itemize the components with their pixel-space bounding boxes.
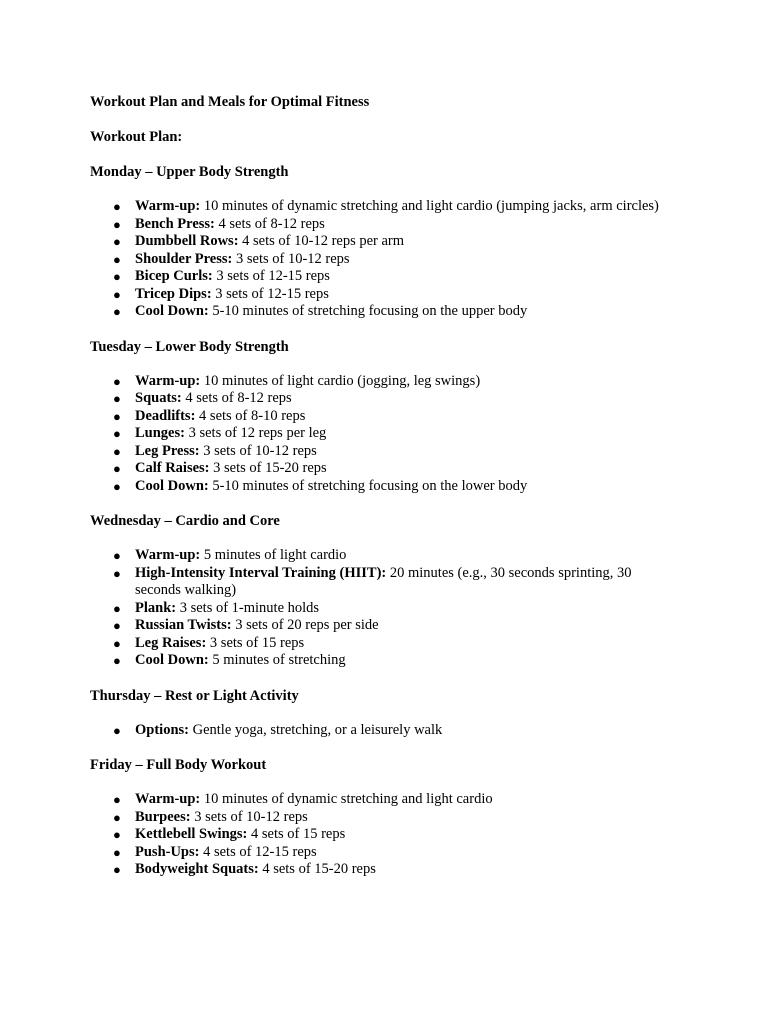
day-heading: Tuesday – Lower Body Strength [90, 338, 289, 355]
exercise-detail: 3 sets of 12-15 reps [216, 268, 330, 284]
exercise-item [90, 251, 665, 269]
bullet-icon: ● [113, 286, 121, 302]
exercise-detail: 4 sets of 12-15 reps [203, 843, 317, 860]
exercise-item [90, 268, 665, 286]
exercise-detail: 5-10 minutes of stretching focusing on the upper body [212, 303, 528, 319]
bullet-icon: ● [113, 391, 121, 406]
bullet-icon: ● [113, 408, 121, 424]
exercise-detail: 20 minutes (e.g., 30 seconds sprinting, 30 seconds walking) [135, 564, 632, 598]
bullet-icon: ● [113, 618, 121, 633]
exercise-item [90, 861, 665, 879]
exercise-detail: 3 sets of 10-12 reps [235, 250, 350, 267]
document-title: Workout Plan and Meals for Optimal Fitness [90, 94, 370, 110]
exercise-label: Shoulder Press: [135, 250, 233, 267]
day-heading: Wednesday – Cardio and Core [90, 513, 280, 529]
exercise-detail: 4 sets of 15-20 reps [262, 861, 376, 877]
exercise-label: Russian Twists: [135, 617, 232, 633]
exercise-item [90, 286, 665, 304]
exercise-detail: 4 sets of 8-10 reps [199, 407, 306, 424]
exercise-item [90, 635, 665, 653]
day-heading: Friday – Full Body Workout [90, 757, 267, 773]
bullet-icon: ● [113, 269, 121, 284]
exercise-list [90, 198, 690, 321]
exercise-list [90, 373, 690, 496]
section-heading: Workout Plan: [90, 129, 183, 145]
bullet-icon: ● [113, 809, 121, 825]
exercise-label: Cool Down: [135, 477, 209, 494]
exercise-detail: 10 minutes of dynamic stretching and light cardio (jumping jacks, arm circles) [203, 198, 659, 214]
exercise-detail: 10 minutes of dynamic stretching and light cardio [203, 791, 493, 807]
exercise-label: Warm-up: [135, 547, 201, 563]
bullet-icon: ● [113, 199, 121, 214]
exercise-label: Bench Press: [135, 215, 215, 232]
bullet-icon: ● [113, 862, 121, 877]
exercise-item [90, 600, 665, 618]
exercise-detail: 4 sets of 15 reps [251, 826, 346, 842]
exercise-label: Kettlebell Swings: [135, 826, 248, 842]
bullet-icon: ● [113, 565, 121, 581]
exercise-detail: 3 sets of 12-15 reps [215, 285, 329, 302]
exercise-item [90, 216, 665, 234]
exercise-detail: 3 sets of 20 reps per side [235, 617, 379, 633]
exercise-label: Deadlifts: [135, 407, 196, 424]
bullet-icon: ● [113, 792, 121, 807]
exercise-label: Bodyweight Squats: [135, 861, 259, 877]
day-heading: Thursday – Rest or Light Activity [90, 687, 299, 704]
exercise-label: Lunges: [135, 425, 185, 441]
exercise-label: Dumbbell Rows: [135, 233, 239, 249]
day-heading: Monday – Upper Body Strength [90, 164, 289, 180]
exercise-item [90, 652, 665, 670]
bullet-icon: ● [113, 426, 121, 441]
bullet-icon: ● [113, 443, 121, 459]
exercise-detail: 5 minutes of stretching [212, 652, 346, 668]
exercise-label: Warm-up: [135, 372, 201, 389]
exercise-detail: 3 sets of 10-12 reps [194, 808, 308, 825]
exercise-detail: 4 sets of 10-12 reps per arm [242, 233, 405, 249]
bullet-icon: ● [113, 548, 121, 563]
exercise-label: Burpees: [135, 808, 191, 825]
exercise-detail: 5-10 minutes of stretching focusing on the lower body [212, 477, 528, 494]
exercise-label: Push-Ups: [135, 843, 200, 860]
exercise-label: Warm-up: [135, 198, 201, 214]
exercise-item [90, 791, 665, 809]
exercise-item [90, 565, 665, 600]
exercise-detail: 3 sets of 1-minute holds [179, 599, 320, 616]
exercise-item [90, 617, 665, 635]
exercise-item [90, 443, 665, 461]
bullet-icon: ● [113, 461, 121, 476]
exercise-detail: 5 minutes of light cardio [203, 547, 347, 563]
exercise-label: Leg Press: [135, 442, 200, 459]
bullet-icon: ● [113, 722, 121, 738]
exercise-detail: 4 sets of 8-12 reps [185, 390, 292, 406]
bullet-icon: ● [113, 251, 121, 267]
bullet-icon: ● [113, 635, 121, 651]
exercise-item [90, 425, 665, 443]
exercise-item [90, 303, 665, 321]
exercise-item [90, 826, 665, 844]
exercise-detail: 10 minutes of light cardio (jogging, leg swings) [203, 372, 481, 389]
bullet-icon: ● [113, 373, 121, 389]
bullet-icon: ● [113, 216, 121, 232]
workout-days [90, 163, 690, 879]
exercise-item [90, 809, 665, 827]
exercise-detail: 3 sets of 10-12 reps [203, 442, 317, 459]
exercise-item [90, 460, 665, 478]
exercise-label: Tricep Dips: [135, 285, 212, 302]
exercise-label: Cool Down: [135, 652, 209, 668]
exercise-label: Options: [135, 721, 189, 738]
exercise-label: Warm-up: [135, 791, 201, 807]
exercise-label: Cool Down: [135, 303, 209, 319]
exercise-label: High-Intensity Interval Training (HIIT): [135, 564, 387, 581]
exercise-detail: 3 sets of 12 reps per leg [188, 425, 327, 441]
exercise-label: Calf Raises: [135, 460, 210, 476]
bullet-icon: ● [113, 844, 121, 860]
exercise-item [90, 478, 665, 496]
exercise-detail: 4 sets of 8-12 reps [218, 215, 325, 232]
exercise-detail: 3 sets of 15-20 reps [213, 460, 327, 476]
exercise-item [90, 722, 665, 740]
exercise-detail: Gentle yoga, stretching, or a leisurely walk [192, 721, 443, 738]
bullet-icon: ● [113, 600, 121, 616]
exercise-item [90, 373, 665, 391]
bullet-icon: ● [113, 827, 121, 842]
exercise-list [90, 722, 690, 740]
exercise-item [90, 390, 665, 408]
exercise-item [90, 233, 665, 251]
exercise-item [90, 408, 665, 426]
exercise-list [90, 547, 690, 670]
exercise-label: Bicep Curls: [135, 268, 213, 284]
exercise-label: Squats: [135, 390, 182, 406]
bullet-icon: ● [113, 304, 121, 319]
exercise-detail: 3 sets of 15 reps [209, 634, 305, 651]
bullet-icon: ● [113, 478, 121, 494]
exercise-label: Leg Raises: [135, 634, 207, 651]
document-page [90, 93, 690, 896]
exercise-item [90, 844, 665, 862]
bullet-icon: ● [113, 653, 121, 668]
exercise-label: Plank: [135, 599, 177, 616]
bullet-icon: ● [113, 234, 121, 249]
exercise-item [90, 547, 665, 565]
exercise-item [90, 198, 665, 216]
exercise-list [90, 791, 690, 879]
